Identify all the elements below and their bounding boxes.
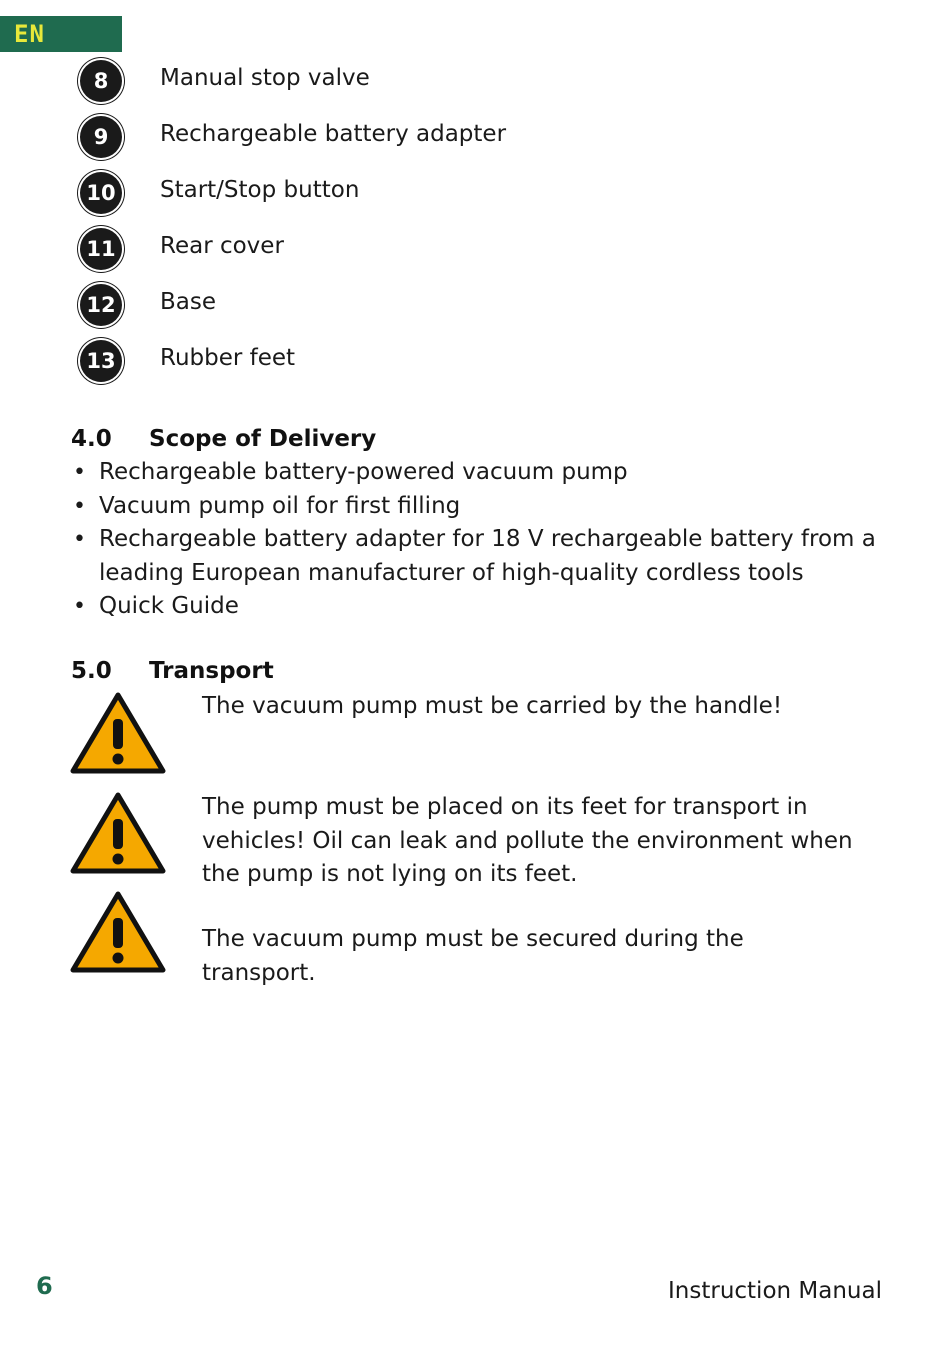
warning-text: The pump must be placed on its feet for transport in vehicles! Oil can leak and pollute the environment when the pump is not lying on its feet. — [202, 794, 853, 887]
part-number-badge: 11 — [80, 228, 122, 270]
transport-section-title: Transport — [149, 658, 274, 684]
warning-text: The vacuum pump must be secured during the transport. — [202, 926, 744, 986]
part-label: Rear cover — [160, 233, 284, 259]
scope-list-item: • Quick Guide — [71, 590, 891, 624]
part-number-badge: 10 — [80, 172, 122, 214]
scope-heading — [71, 426, 376, 452]
scope-section-title: Scope of Delivery — [149, 426, 377, 452]
part-label: Rechargeable battery adapter — [160, 121, 507, 147]
scope-list-item: • Vacuum pump oil for first filling — [71, 490, 891, 524]
warning-triangle-icon — [70, 890, 166, 974]
bullet-icon: • — [73, 493, 86, 519]
bullet-icon: • — [73, 460, 86, 485]
part-label: Rubber feet — [160, 345, 296, 371]
transport-section-number: 5.0 — [71, 658, 112, 684]
part-label: Start/Stop button — [160, 177, 360, 203]
scope-list-item: • Rechargeable battery adapter for 18 V rechargeable battery from a leading European manufacturer of high-quality cordless tools — [71, 523, 891, 590]
scope-section-number: 4.0 — [71, 426, 112, 452]
part-label: Base — [160, 289, 217, 315]
part-number-badge: 12 — [80, 284, 122, 326]
scope-list-item: • Rechargeable battery-powered vacuum pump — [71, 456, 891, 490]
part-number-badge: 8 — [80, 60, 122, 102]
bullet-icon: • — [73, 527, 86, 552]
scope-list — [71, 456, 891, 624]
warning-text: The vacuum pump must be carried by the handle! — [202, 693, 783, 719]
warning-triangle-icon — [70, 691, 166, 775]
page-number: 6 — [36, 1272, 53, 1300]
part-number-badge: 9 — [80, 116, 122, 158]
bullet-icon: • — [73, 594, 86, 619]
footer-title: Instruction Manual — [668, 1278, 882, 1304]
part-number-badge: 13 — [80, 340, 122, 382]
warning-triangle-icon — [70, 791, 166, 875]
transport-heading — [71, 658, 274, 684]
part-label: Manual stop valve — [160, 65, 370, 91]
language-tab: EN — [0, 16, 122, 52]
